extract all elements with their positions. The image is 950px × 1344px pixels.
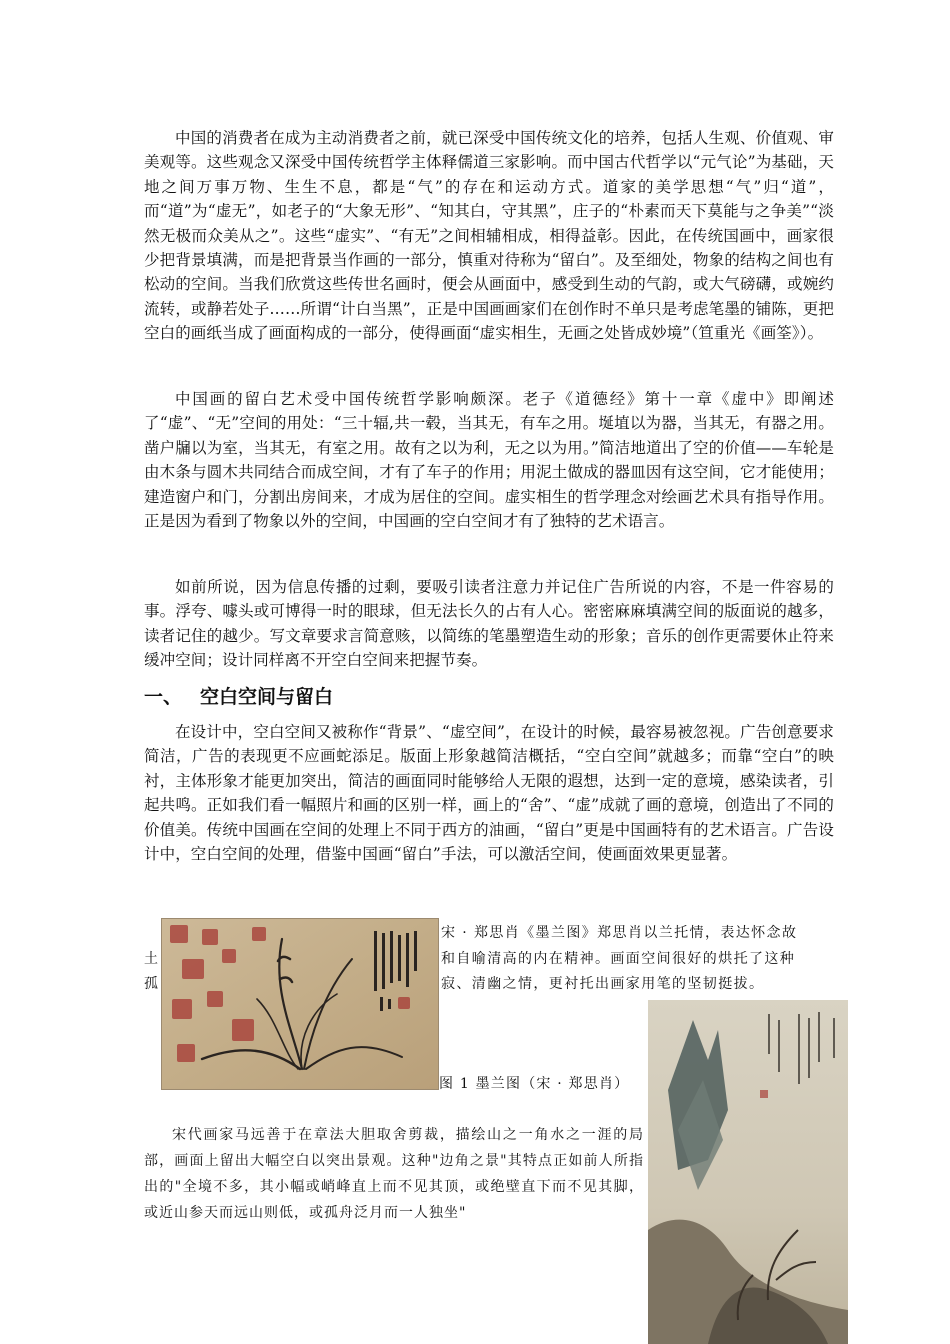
body-paragraph-4: 在设计中，空白空间又被称作“背景”、“虚空间”，在设计的时候，最容易被忽视。广告创意要求简洁，广告的表现更不应画蛇添足。版面上形象越简洁概括，“空白空间”就越多；而靠“空白”的映衬，主体形象才能更加突出，简洁的画面同时能够给人无限的遐想，达到一定的意境，感染读者，引起共鸣。正如我们看一幅照片和画的区别一样，画上的“舍”、“虚”成就了画的意境，创造出了不同的价值美。传统中国画在空间的处理上不同于西方的油画，“留白”更是中国画特有的艺术语言。广告设计中，空白空间的处理，借鉴中国画“留白”手法，可以激活空间，使画面效果更显著。 (144, 723, 834, 864)
section-number: 一、 (144, 686, 183, 708)
body-paragraph-1: 中国的消费者在成为主动消费者之前，就已深受中国传统文化的培养，包括人生观、价值观、审美观等。这些观念又深受中国传统哲学主体释儒道三家影响。而中国古代哲学以“元气论”为基础，天地之间万事万物、生生不息，都是“气”的存在和运动方式。道家的美学思想“气”归“道”，而“道”为“虚无”，如老子的“大象无形”、“知其白，守其黑”，庄子的“朴素而天下莫能与之争美”“淡然无极而众美从之”。这些“虚实”、“有无”之间相辅相成，相得益彰。因此，在传统国画中，画家很少把背景填满，而是把背景当作画的一部分，慎重对待称为“留白”。及至细处，物象的结构之间也有松动的空间。当我们欣赏这些传世名画时，便会从画面中，感受到生动的气韵，或大气磅礴，或婉约流转，或静若处子……所谓“计白当黑”，正是中国画画家们在创作时不单只是考虑笔墨的铺陈，更把空白的画纸当成了画面构成的一部分，使得画面“虚实相生，无画之处皆成妙境”（笪重光《画筌》）。 (144, 129, 834, 343)
bottom-paragraph: 宋代画家马远善于在章法大胆取舍剪裁，描绘山之一角水之一涯的局部，画面上留出大幅空白以突出景观。这种"边角之景"其特点正如前人所指出的"全境不多，其小幅或峭峰直上而不见其顶，或绝壁直下而不见其脚，或近山参天而远山则低，或孤舟泛月而一人独坐" (144, 1127, 644, 1221)
figure-text-line-2-right: 和自喻清高的内在精神。画面空间很好的烘托了这种 (441, 951, 796, 967)
orchid-painting-image (161, 918, 439, 1090)
body-paragraph-3: 如前所说，因为信息传播的过剩，要吸引读者注意力并记住广告所说的内容，不是一件容易的事。浮夸、噱头或可博得一时的眼球，但无法长久的占有人心。密密麻麻填满空间的版面说的越多，读者记住的越少。写文章要求言简意赅，以简练的笔墨塑造生动的形象；音乐的创作更需要休止符来缓冲空间；设计同样离不开空白空间来把握节奏。 (144, 578, 834, 670)
figure-text-line-2-left: 土 (144, 951, 160, 967)
figure-caption: 图 1 墨兰图（宋 · 郑思肖） (439, 1076, 630, 1092)
figure-text-line-3-right: 寂、清幽之情，更衬托出画家用笔的坚韧挺拔。 (441, 976, 765, 992)
section-heading (144, 682, 333, 709)
landscape-painting-image (648, 1000, 848, 1344)
figure-text-line-1: 宋 · 郑思肖《墨兰图》郑思肖以兰托情，表达怀念故 (441, 925, 798, 941)
body-paragraph-2: 中国画的留白艺术受中国传统哲学影响颇深。老子《道德经》第十一章《虚中》即阐述了“虚”、“无”空间的用处：“三十辐,共一毂，当其无，有车之用。埏埴以为器，当其无，有器之用。凿户牖以为室，当其无，有室之用。故有之以为利，无之以为用。”简洁地道出了空的价值——车轮是由木条与圆木共同结合而成空间，才有了车子的作用；用泥土做成的器皿因有这空间，它才能使用；建造窗户和门，分割出房间来，才成为居住的空间。虚实相生的哲学理念对绘画艺术具有指导作用。正是因为看到了物象以外的空间，中国画的空白空间才有了独特的艺术语言。 (144, 390, 834, 531)
figure-text-line-3-left: 孤 (144, 976, 160, 992)
section-title: 空白空间与留白 (200, 686, 334, 708)
